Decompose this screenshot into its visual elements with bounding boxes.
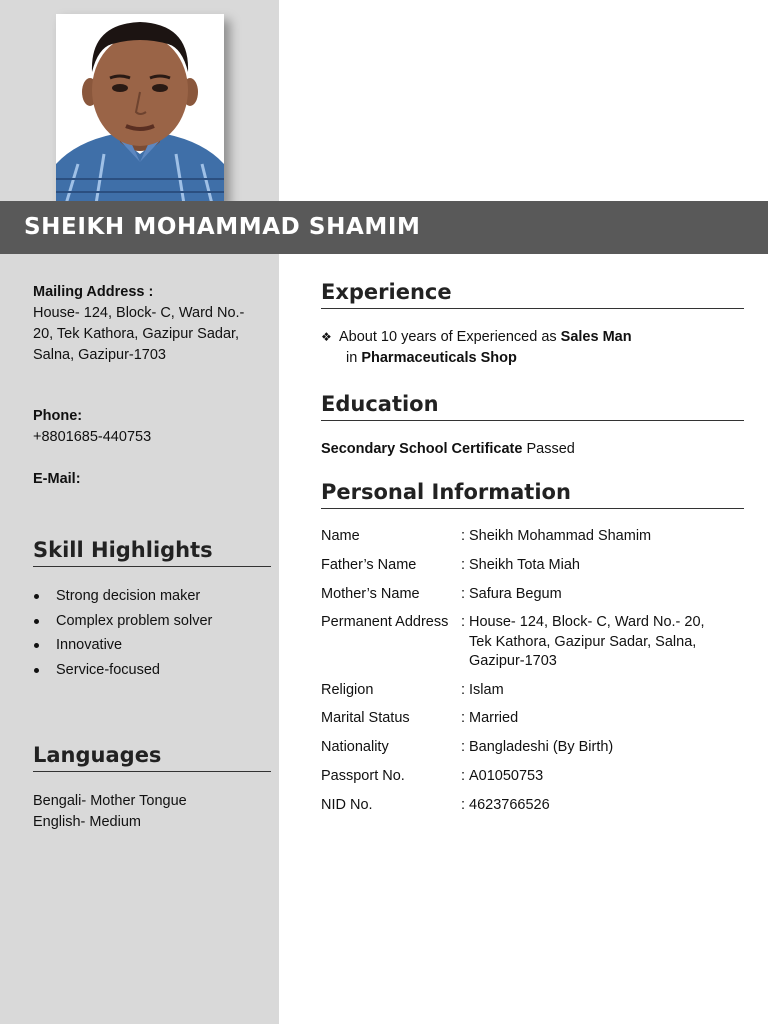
row-value: Bangladeshi (By Birth) xyxy=(469,739,614,755)
skill-highlights-heading: Skill Highlights xyxy=(33,538,271,567)
row-label: Nationality xyxy=(321,739,389,755)
languages-list xyxy=(33,791,273,833)
name-banner xyxy=(0,201,768,254)
row-label: Permanent Address xyxy=(321,614,449,630)
row-colon: : xyxy=(461,586,466,602)
mailing-address-line-3: Salna, Gazipur-1703 xyxy=(33,347,166,363)
languages-heading: Languages xyxy=(33,743,271,772)
row-colon: : xyxy=(461,710,466,726)
row-value: Married xyxy=(469,710,519,726)
email-label: E-Mail: xyxy=(33,471,81,487)
row-value: A01050753 xyxy=(469,768,544,784)
row-colon: : xyxy=(461,739,466,755)
experience-role: Sales Man xyxy=(560,329,632,345)
diamond-bullet-icon: ❖ xyxy=(321,330,332,344)
skill-item: Service-focused xyxy=(33,658,212,683)
phone-number: +8801685-440753 xyxy=(33,429,152,445)
education-status: Passed xyxy=(522,441,575,457)
address-line-3: Gazipur-1703 xyxy=(469,653,557,669)
row-label: Name xyxy=(321,528,360,544)
row-value: Islam xyxy=(469,682,504,698)
row-label: NID No. xyxy=(321,797,373,813)
row-value: 4623766526 xyxy=(469,797,550,813)
profile-photo xyxy=(56,14,224,204)
language-item: English- Medium xyxy=(33,814,141,830)
mailing-address-label: Mailing Address : xyxy=(33,284,154,300)
row-label: Religion xyxy=(321,682,374,698)
address-line-1: House- 124, Block- C, Ward No.- 20, xyxy=(469,614,705,630)
row-label: Passport No. xyxy=(321,768,405,784)
skill-item: Complex problem solver xyxy=(33,609,212,634)
skill-item: Strong decision maker xyxy=(33,584,212,609)
row-label: Marital Status xyxy=(321,710,410,726)
experience-heading: Experience xyxy=(321,280,744,309)
education-heading: Education xyxy=(321,392,744,421)
full-name-heading: SHEIKH MOHAMMAD SHAMIM xyxy=(24,214,421,240)
mailing-address-line-1: House- 124, Block- C, Ward No.- xyxy=(33,305,245,321)
row-colon: : xyxy=(461,614,466,630)
row-label: Mother’s Name xyxy=(321,586,420,602)
row-value: Sheikh Tota Miah xyxy=(469,557,580,573)
row-colon: : xyxy=(461,797,466,813)
education-degree: Secondary School Certificate xyxy=(321,441,523,457)
experience-text-1: About 10 years of Experienced as xyxy=(339,329,561,345)
personal-information-heading: Personal Information xyxy=(321,480,744,509)
experience-workplace: Pharmaceuticals Shop xyxy=(361,350,517,366)
row-value: Safura Begum xyxy=(469,586,562,602)
phone-label: Phone: xyxy=(33,408,83,424)
language-item: Bengali- Mother Tongue xyxy=(33,793,187,809)
row-colon: : xyxy=(461,557,466,573)
experience-text-2: in xyxy=(346,350,362,366)
phone-block xyxy=(33,406,273,448)
row-value: Sheikh Mohammad Shamim xyxy=(469,528,652,544)
row-value xyxy=(469,613,749,672)
row-label: Father’s Name xyxy=(321,557,417,573)
row-colon: : xyxy=(461,682,466,698)
row-colon: : xyxy=(461,768,466,784)
mailing-address-line-2: 20, Tek Kathora, Gazipur Sadar, xyxy=(33,326,240,342)
skill-list xyxy=(33,584,212,683)
address-line-2: Tek Kathora, Gazipur Sadar, Salna, xyxy=(469,633,697,650)
mailing-address-block xyxy=(33,282,273,366)
row-colon: : xyxy=(461,528,466,544)
education-entry xyxy=(321,439,741,460)
email-block xyxy=(33,469,273,490)
portrait-image xyxy=(56,14,224,204)
skill-item: Innovative xyxy=(33,633,212,658)
experience-entry xyxy=(321,327,741,369)
